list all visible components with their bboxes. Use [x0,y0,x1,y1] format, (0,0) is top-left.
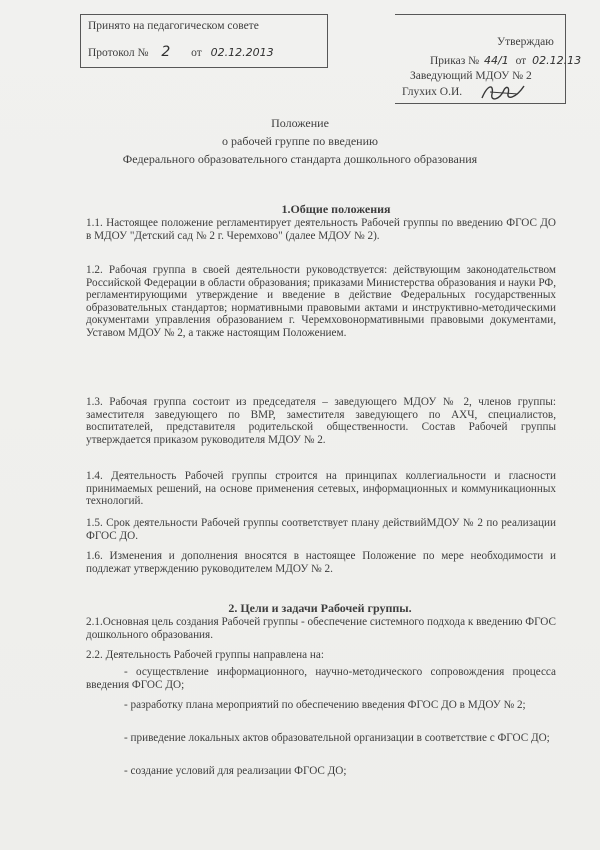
paragraph-1-5: 1.5. Срок деятельности Рабочей группы соответствует плану действийМДОУ № 2 по реализации ФГОС ДО. [86,517,556,542]
list-item-4: - создание условий для реализации ФГОС ДО; [124,765,347,777]
protocol-from: от [191,47,202,59]
protocol-prefix: Протокол № [88,47,149,59]
paragraph-1-1: 1.1. Настоящее положение регламентирует деятельность Рабочей группы по введению ФГОС ДО в МДОУ "Детский сад № 2 г. Черемхово" (далее МДОУ № 2). [86,217,556,242]
council-protocol-line [88,44,274,60]
list-item-2: - разработку плана мероприятий по обеспечению введения ФГОС ДО в МДОУ № 2; [124,699,526,711]
list-item-3: - приведение локальных актов образовательной организации в соответствие с ФГОС ДО; [124,732,550,744]
order-from: от [515,55,527,67]
approve-word: Утверждаю [497,36,554,48]
section-2-heading: 2. Цели и задачи Рабочей группы. [228,601,412,615]
paragraph-1-4: 1.4. Деятельность Рабочей группы строится на принципах коллегиальности и гласности принимаемых решений, на основе применения сетевых, информационных и коммуникационных технологий. [86,470,556,508]
document-subtitle-2: Федерального образовательного стандарта дошкольного образования [122,152,478,166]
order-prefix: Приказ № [430,55,480,67]
paragraph-2-2: 2.2. Деятельность Рабочей группы направлена на: [86,649,324,661]
director-title: Заведующий МДОУ № 2 [410,70,532,82]
order-number: 44/1 [484,54,509,67]
protocol-number: 2 [161,44,171,60]
section-1-heading: 1.Общие положения [281,202,391,216]
paragraph-1-6: 1.6. Изменения и дополнения вносятся в настоящее Положение по мере необходимости и подлежат утверждению руководителем МДОУ № 2. [86,550,556,575]
document-subtitle: о рабочей группе по введению [222,134,378,148]
council-approval-text: Принято на педагогическом совете [88,20,259,32]
paragraph-1-3: 1.3. Рабочая группа состоит из председателя – заведующего МДОУ № 2, членов группы: заместителя заведующего по ВМР, заместителя заведующего по АХЧ, специалистов, воспитателей, представителя родительской общественности. Состав Рабочей группы утверждается приказом руководителя МДОУ № 2. [86,396,556,446]
paragraph-2-1: 2.1.Основная цель создания Рабочей группы - обеспечение системного подхода к введению ФГОС дошкольного образования. [86,616,556,641]
document-title: Положение [271,116,329,130]
director-signature [478,80,528,106]
protocol-date: 02.12.2013 [210,46,274,59]
director-name: Глухих О.И. [402,86,463,98]
order-date: 02.12.13 [532,54,582,67]
paragraph-1-2: 1.2. Рабочая группа в своей деятельности руководствуется: действующим законодательством Российской Федерации в области образования; приказами Министерства образования и науки РФ, регламентирующими утверждение и введение в действие Федеральных государственных образовательных стандартов; нормативными правовыми актами и инструктивно-методическими документами управления образованием г. Черемховонормативными правовыми документами, Уставом МДОУ № 2, а также настоящим Положением. [86,264,556,339]
order-line [430,54,581,67]
list-item-1: - осуществление информационного, научно-методического сопровождения процесса введения ФГОС ДО; [86,666,556,691]
